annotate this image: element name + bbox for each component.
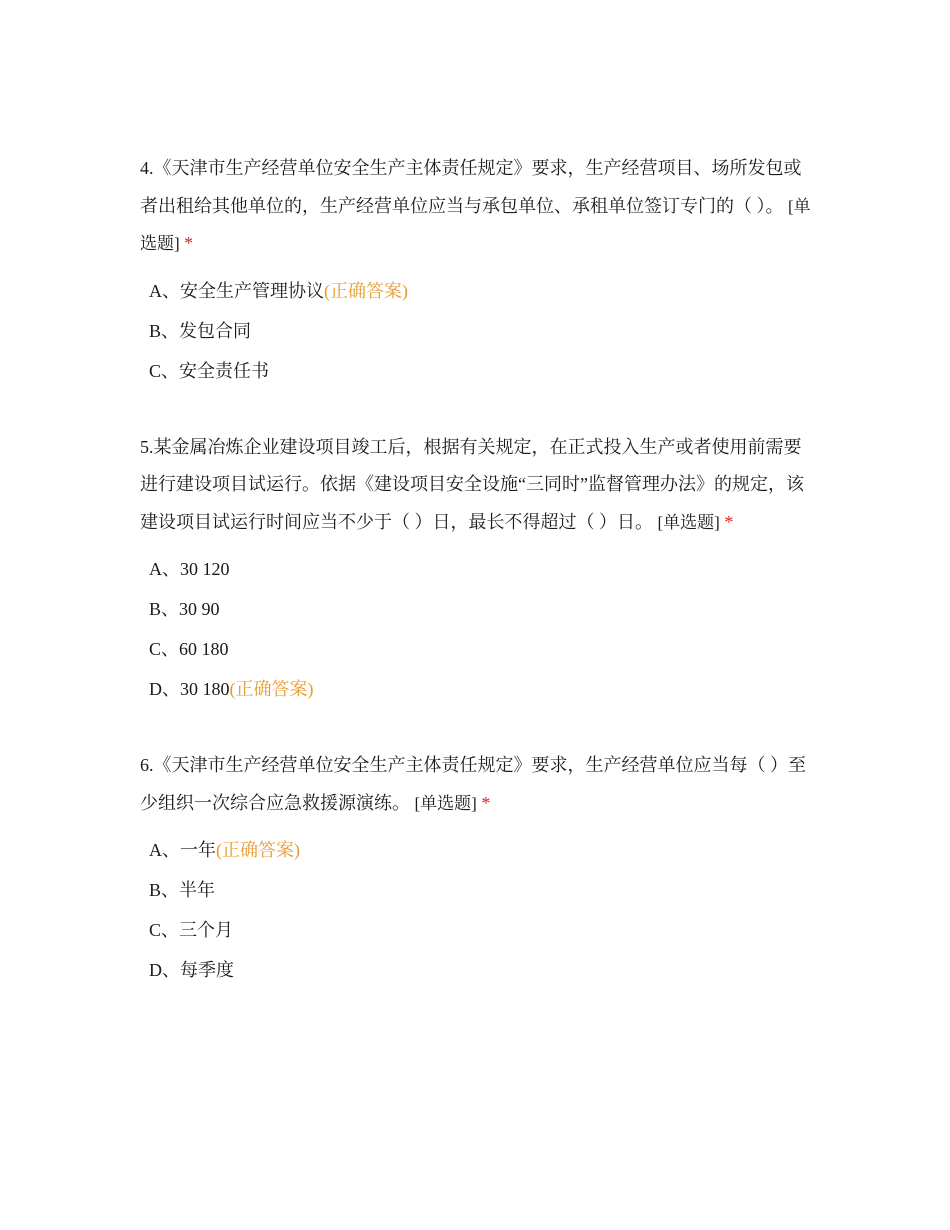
question-number: 6. (140, 755, 154, 775)
option-c (140, 351, 812, 391)
question-type-tag: [单选题] (140, 196, 811, 253)
question-text: 《天津市生产经营单位安全生产主体责任规定》要求，生产经营单位应当每（ ）至少组织一次综合应急救援源演练。 (140, 755, 806, 813)
correct-answer-mark: (正确答案) (216, 840, 300, 860)
option-letter: C、 (149, 360, 180, 381)
question-text: 《天津市生产经营单位安全生产主体责任规定》要求，生产经营项目、场所发包或者出租给其他单位的，生产经营单位应当与承包单位、承租单位签订专门的（ ）。 (140, 158, 802, 216)
option-d (140, 669, 812, 709)
option-text: 一年 (180, 840, 216, 860)
question-stem (140, 747, 812, 822)
option-a (140, 549, 812, 589)
question-number: 5. (140, 436, 154, 457)
option-b (140, 589, 812, 629)
option-letter: B、 (149, 599, 180, 619)
option-text: 半年 (179, 880, 216, 900)
correct-answer-mark: (正确答案) (324, 280, 408, 301)
question-text: 某金属冶炼企业建设项目竣工后，根据有关规定，在正式投入生产或者使用前需要进行建设项目试运行。依据《建设项目安全设施“三同时”监督管理办法》的规定，该建设项目试运行时间应当不少于（ ）日，最长不得超过（ ）日。 (140, 436, 804, 532)
option-c (140, 910, 812, 950)
option-letter: A、 (149, 280, 180, 301)
option-letter: A、 (149, 559, 180, 579)
question-4 (140, 150, 812, 391)
option-b (140, 870, 812, 910)
option-a (140, 271, 812, 311)
correct-answer-mark: (正确答案) (229, 679, 314, 699)
option-text: 每季度 (180, 960, 234, 980)
option-text: 30 180 (180, 679, 230, 699)
option-text: 安全生产管理协议 (180, 280, 324, 301)
question-stem (140, 429, 812, 542)
option-letter: B、 (149, 880, 180, 900)
option-letter: D、 (149, 679, 180, 699)
option-text: 60 180 (179, 639, 229, 659)
question-5 (140, 429, 812, 710)
option-letter: A、 (149, 840, 180, 860)
option-text: 30 120 (180, 559, 230, 579)
question-stem (140, 150, 812, 263)
option-a (140, 830, 812, 870)
option-d (140, 950, 812, 990)
option-text: 安全责任书 (179, 360, 270, 381)
option-text: 发包合同 (179, 320, 252, 341)
question-type-tag: [单选题] (657, 512, 720, 532)
option-text: 30 90 (179, 599, 220, 619)
required-mark: * (481, 792, 491, 813)
option-letter: B、 (149, 320, 180, 341)
quiz-document (140, 150, 812, 1028)
question-6 (140, 747, 812, 990)
option-letter: C、 (149, 639, 180, 659)
question-number: 4. (140, 158, 154, 178)
option-letter: D、 (149, 960, 180, 980)
question-type-tag: [单选题] (414, 793, 477, 813)
required-mark: * (184, 233, 194, 253)
option-c (140, 629, 812, 669)
option-b (140, 311, 812, 351)
option-text: 三个月 (179, 920, 234, 940)
option-letter: C、 (149, 920, 180, 940)
required-mark: * (724, 511, 734, 532)
